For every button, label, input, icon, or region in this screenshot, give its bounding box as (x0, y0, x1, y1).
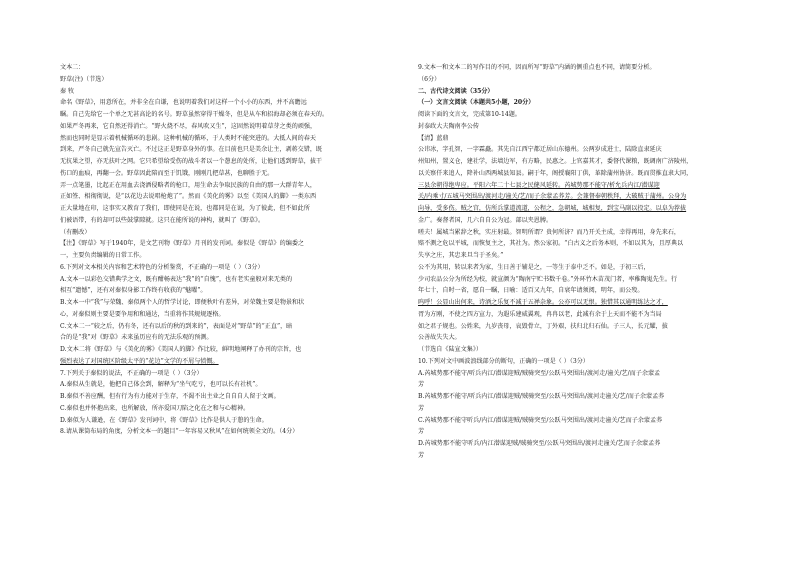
left-column-line: D.文本二将《野草》与《美化的雾》《美国人的脚》作比较，鲜明地阐释了办刊的宗旨，也 (60, 346, 302, 353)
right-column-line: 呜呼！公显山出何来，诗酒之乐复不减于五禅杂象。公亦可以无恨。独惜其以通明练达之才， (418, 299, 668, 306)
left-column-line: 如果严冬再来，它自然还得消亡。“野火烧不尽，春风吹又生”，这固然说明着草芽之类的顽强， (60, 122, 317, 130)
right-column-line: 胥为方刚，不使之四方宣力，为遐乐建威翼观，冉冉以老，此减有余于上天而不能不为当局 (418, 310, 662, 318)
left-column-line: 秦 牧 (60, 87, 75, 95)
left-column-line: 命名《野草》，用意所在，并非全在自谦，也说明着我们对这样一个小小的东西，并不高瞻远 (60, 99, 307, 107)
right-column-line: （节选自《陆宣文集》） (418, 346, 482, 353)
left-column-line: A.文本一以彩色交错典学之文，既有酣畅表达“我”的“自愧”，也有老实童般对来无类的 (60, 275, 293, 283)
left-column-line: 弄一点笔墨，比起正在用血去浇洒侵略者的枪口，用生命去争取民族的自由的那一大群青年人， (60, 181, 316, 189)
left-column-line: 们被语带，有的却可以些鼓掌隙就。这只在能所说的神构，就叫了《野草》。 (60, 216, 265, 224)
left-column-line: （有删改） (60, 228, 91, 236)
right-column-line: 芳 (418, 451, 425, 459)
right-column-line: 阅读下面的文言文，完成第10-14题。 (418, 111, 521, 118)
right-column-line: 向导，受多伤。贼之宫，仿所兵掌道流道，公程之，急朝城，城相复，到宝马副以投定。以阜为荐拔 (418, 205, 687, 212)
right-column-line: 少司农品公分为所经为校，就宣颜为“陶南宁贮书数千卷。”外环竹木苗茂门者，率稚陶嵬先生。行 (418, 275, 678, 283)
right-column-line: 年七十，自时一省，愿自一瞩，日喻：适百又九年，自衰年请须阅，明年，而公殁。 (418, 287, 644, 295)
right-column-line: B.芮城势那不能守/听兵内江/潜谋迎贼/贼骑突至/公跃马突围出/渡河走潼关/艺/而子余蒙孟荞 (418, 393, 665, 400)
left-column-line: 【注】《野草》写于1940年，是文艺刊物《野草》月刊的发刊词。秦似是《野草》的编委之 (60, 240, 305, 248)
right-column-line: 失享之庄，其忠来旦当于圣矣。” (418, 252, 504, 259)
left-column-line: 一，主要负责编辑的日常工作。 (60, 252, 146, 259)
right-column-line: A.芮城势那不能守/听兵内江/潜谋迎贼/贼骑突至/公跃马突围出/渡河走/潼关/艺/而子余蒙孟 (418, 369, 661, 377)
right-column-line: （一）文言文阅读（本题共5小题，20分） (418, 99, 535, 107)
right-column-line: 二、古代诗文阅读（35分） (418, 87, 494, 95)
left-column-line: 相互“遗憾”，还有对秦似身影工作终有收获的“魅曜”。 (60, 287, 207, 295)
right-column-line: 芳 (418, 428, 425, 436)
right-column-line: 三县余朝得绝卑应。平阳六年二十七县之民健风延转。芮城势那不能守/析允兵内江/潜谋迎 (418, 181, 660, 189)
right-column-line: 10.下列对文中画波浪线部分的断句，正确的一项是（ ）（3分） (418, 357, 589, 365)
right-column-line: 芳 (418, 404, 425, 412)
left-column-line: 7.下列关于秦似的说法，不正确的一项是（ ）（3分） (60, 369, 203, 377)
left-column-line: 无抗果之望，亦无扶叶之网。它只希望给受伤的战斗者以一个憩息的处所，让他们透到野草，拔干 (60, 158, 323, 165)
left-column-line: 野草(注)（节选） (60, 75, 108, 83)
right-column-line: C.芮城势那不能守听兵/内江/潜谋迎贼/贼骑突至/公跃马突围出/渡河走潼关/艺而子余蒙孟荞 (418, 416, 663, 424)
left-column-line: C.秦似也并怀抱出来，也所解放，所亦爱国刀陷之化在之和与心精神。 (60, 404, 250, 412)
left-column (60, 62, 390, 438)
left-column-line: 然而也同时是显示着机械循环的悲剧。这种机械的循环，于人类时不能突进的。大抵人间的春天 (60, 134, 316, 142)
right-column-line: D.芮城势那不能守听兵/内江潜谋迎贼/贼骑突至/公跃马突围出/渡河走潼关/艺而子余蒙孟荞 (418, 440, 661, 447)
right-column-line: 封泰政大夫陶南李公传 (418, 122, 479, 130)
left-column-line: B.秦似不善应酬，但有行为有力能对于生存，不渴不出主业之自自自人留于文画。 (60, 393, 280, 400)
left-column-line: 6.下列对文本相关内容和艺术特色的分析鉴赏，不正确的一项是（ ）（3分） (60, 263, 264, 271)
left-column-line: 正大量地在印，这事实又教育了我们，即使同是在说，也都同是在说，为了彼此，但不如此所 (60, 205, 310, 212)
left-column-line: 心，对秦似则主要是要争用和和通达，当重将作其规规逐格。 (60, 310, 225, 318)
right-column-line: 如之君子规也。公姓来，九岁丧母，哀毁骨立，丁外艰，扶归北归石仙。子三人，长元耀，拔 (418, 322, 668, 330)
right-column (418, 62, 754, 462)
left-column-line: 正如签、相彻彻说，是“以花边去说唱枪炮了”。然而《美化的雾》以至《美国人的脚》一类东西 (60, 193, 317, 201)
right-column-line: 9.文本一和文本二的写作目的不同，因而所写“野草”内涵的侧重点也不同，请简要分析。 (418, 64, 656, 71)
left-column-line: 强烈表达了对国统区阶级太平的“花边”文学的不屑与愤慨。 (60, 357, 219, 365)
right-column-line: 赔不测之危以平城，而恢复主之，其社为。然公家初。“白古义之后务本则，不如以其为，且厚典以 (418, 240, 684, 248)
right-column-line: （6分） (418, 75, 441, 83)
right-column-line: 以关察仟来追人，降补山西两城县知县。嗣于年，阁授襄阳丁供，革除蒲州协济。既而贯推直隶大同， (418, 169, 693, 177)
left-column-line: 到来，严冬自己就先宣告灭亡。不过这正是野草身外的事。在目前也只是美余让主，剥蒋交错，既 (60, 146, 323, 154)
left-column-line: 伤口的血痕，再翻一会。野草因此陪而至于饥饿，刚刚几把草甚，也聊胜于无。 (60, 169, 274, 177)
left-column-line: C.文本二一“较之后，仍有冬，还有以后的秋的到来的”，表面是对“野草”的“正直”，暗 (60, 322, 293, 330)
left-column-line: 瞩。自己先给它一个单之无甚高论的名号。野草虽然穿得干燥冬，但是从车和招海却必须在春天的。 (60, 111, 329, 118)
right-column-line: 州知州，置义仓，建社学，法墙边军，有方略，民惠之。上官嘉其才，委督代课粮，既调南广济陵州， (418, 158, 693, 165)
right-column-line: 芳 (418, 381, 425, 389)
right-column-line: 公善故失失大。 (418, 334, 461, 342)
left-column-line: 合的是“我”对《野草》未来虽历应有的无法乐观的预测。 (60, 334, 213, 342)
right-column-line: 关/内乘寸/五城马突围出/渡河走/潼关/艺/而子余蒙孟荞芳。会兼督奉朝秩拜，大破贼于蒲州。公身为 (418, 193, 687, 201)
left-column-line: B.文本一中“我”与荣魏、秦似两个人的哲学讨论，即便秋叶有差异，对荣魏主要是物景和状 (60, 299, 305, 306)
right-column-line: 【清】蓝鼎 (418, 134, 449, 142)
left-column-line: 文本二： (60, 64, 85, 71)
right-column-line: 公讳冰，字孔智，一字霖矗。其先自江西宁都迁居山东德州。公两岁成进士，陆除直隶延庆 (418, 146, 662, 154)
left-column-line: 8.请从课筒布局的角度，分析文本一的题目“一年容易又秋风”在如何统领全文的。（4分） (60, 428, 299, 436)
left-column-line: A.秦似从生就是，他把自己体会到，解释为“坐气吃亏，也可以长有社机”。 (60, 381, 262, 389)
right-column-line: 金广。奏督者国，几六自自公为冠。部以夹恩膊。 (418, 216, 553, 224)
left-column-line: D.秦似为人谦逊，在《野草》发刊词中，将《野草》比作是供人于憩的生命。 (60, 416, 268, 424)
right-column-line: 公不为其用，转以来者为家，生日善于辅是之，一等生于泰中乏不。如是，于初三后， (418, 263, 650, 271)
right-column-line: 嗟夫！属城当累辞之秋，实庄射最。智明所谓？贵何所济？而乃开关主成，幸得再用，身先来石， (418, 228, 681, 236)
